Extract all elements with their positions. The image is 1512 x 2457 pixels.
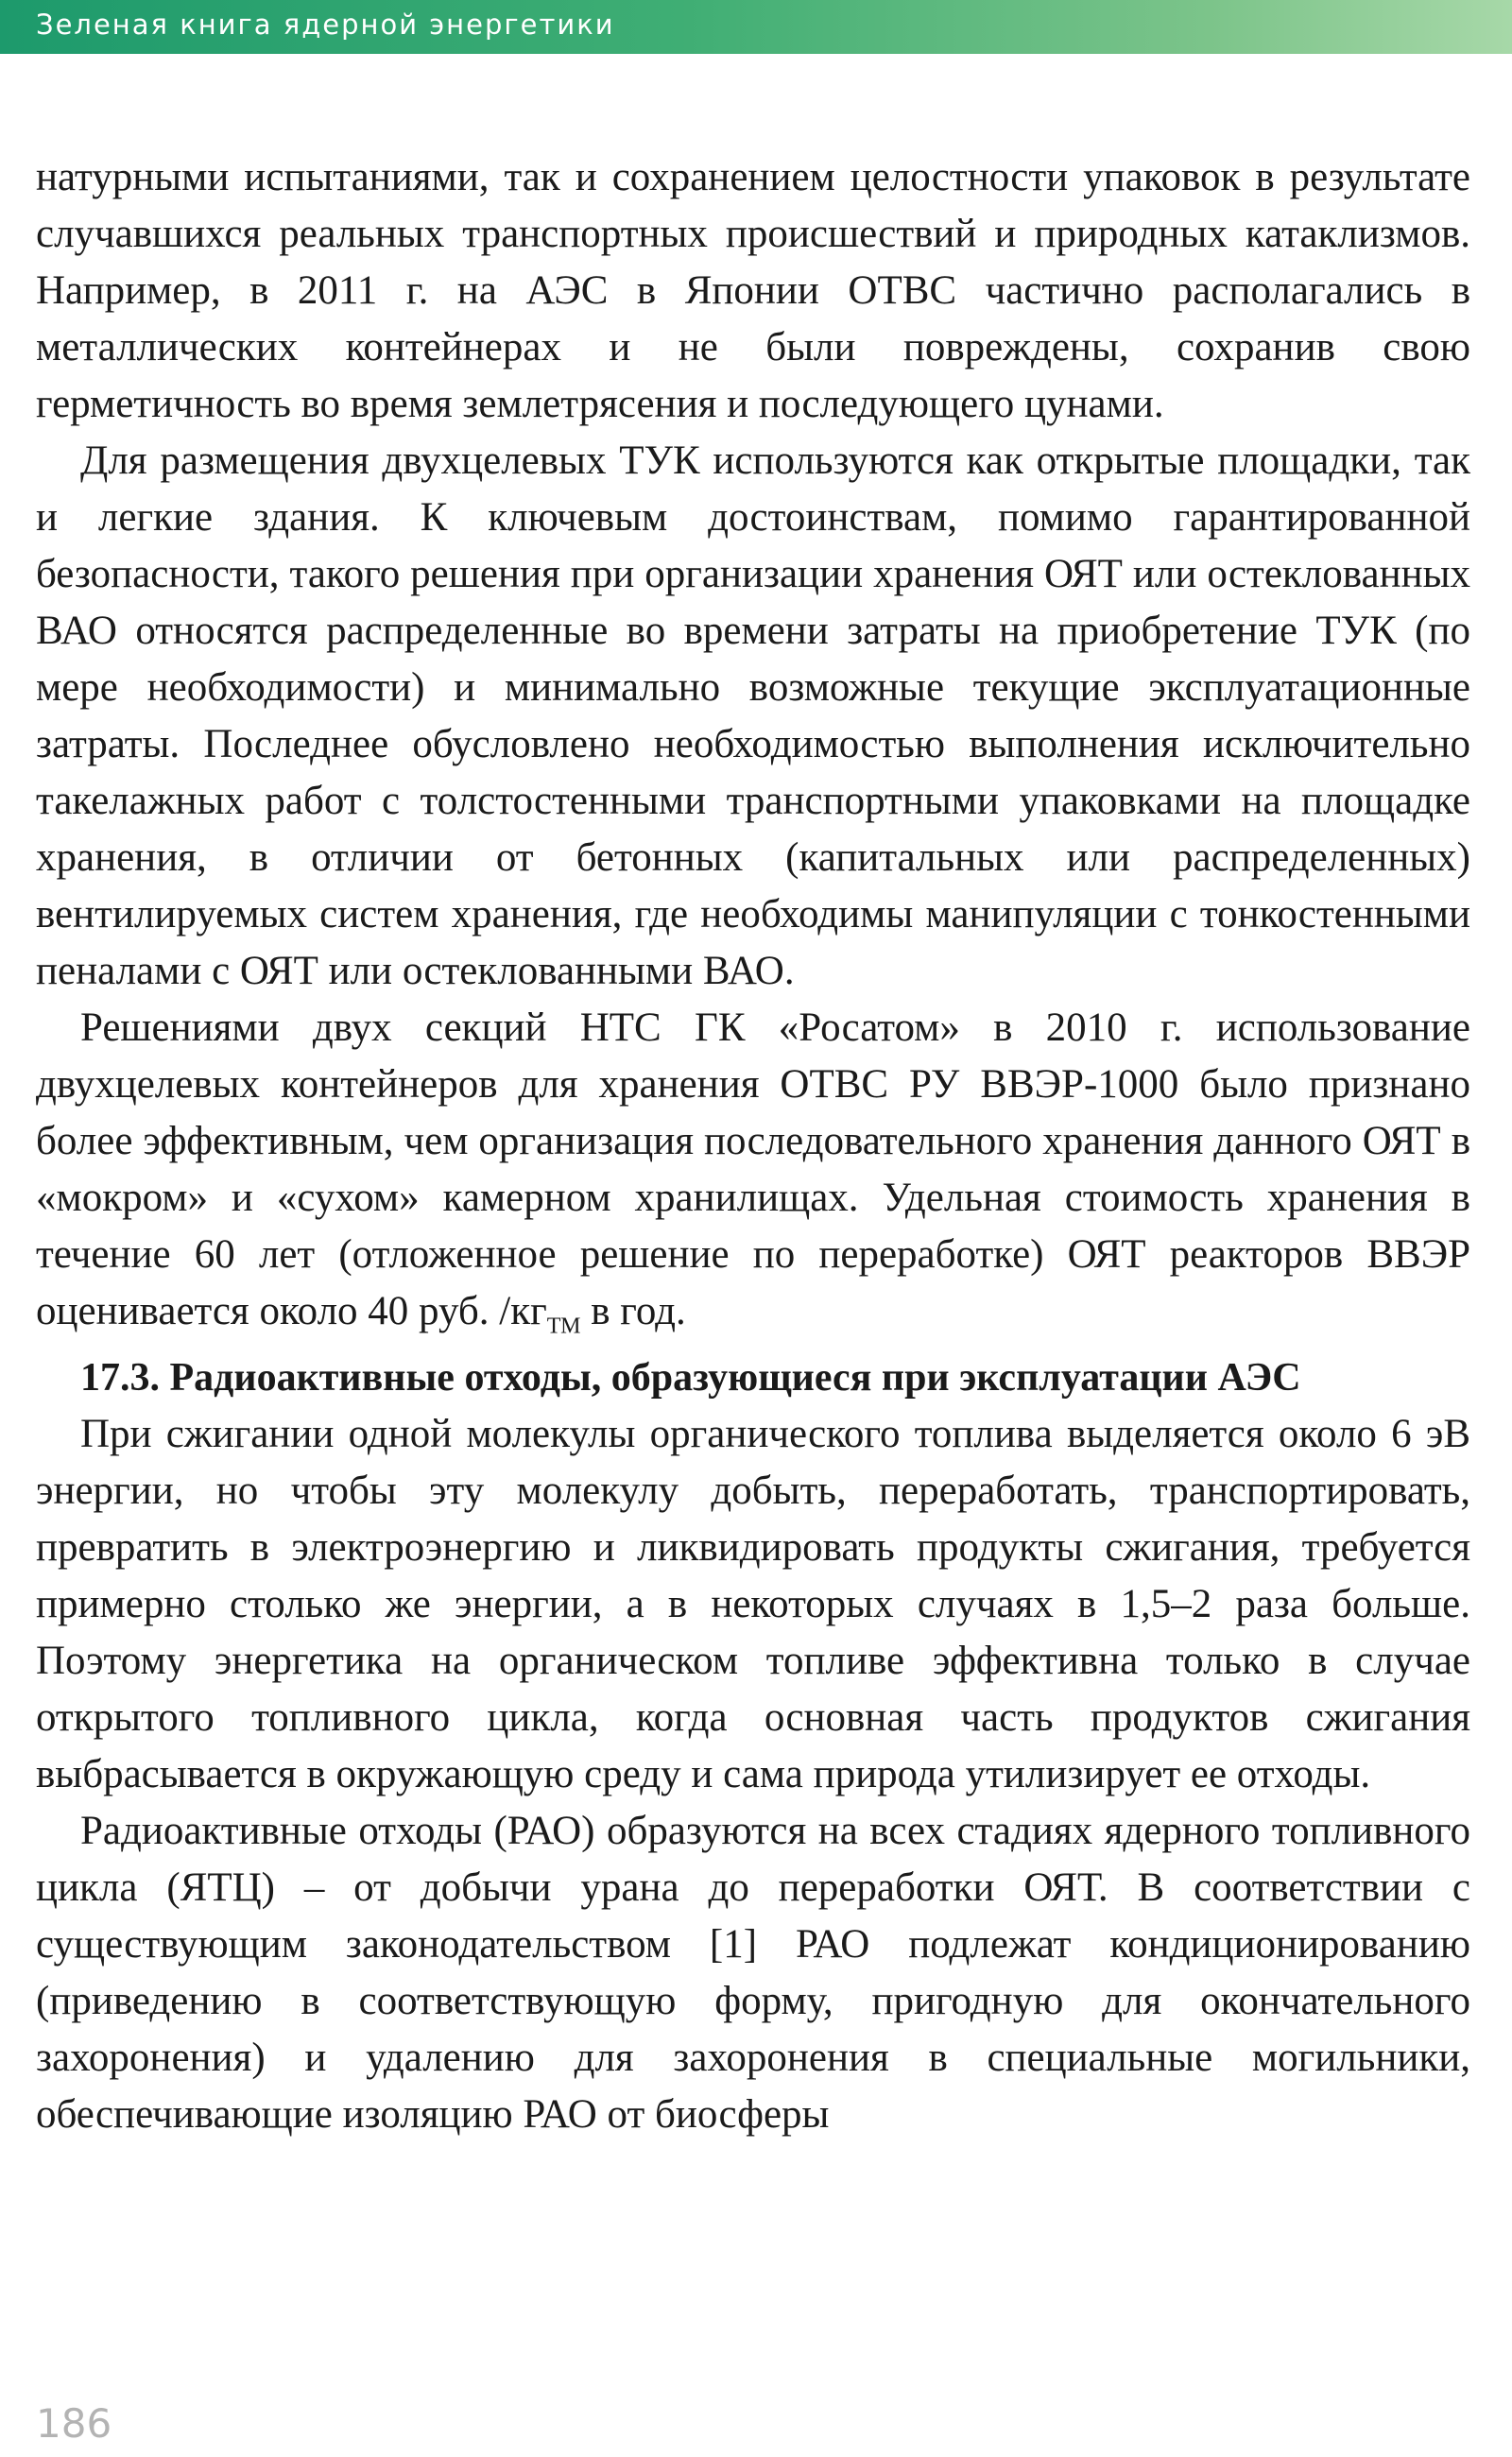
header-bar [0,0,1512,54]
paragraph-4: При сжигании одной молекулы органического топлива выделяется около 6 эВ энергии, но чтобы эту молекулу добыть, переработать, транспортировать, превратить в электроэнергию и ликвидировать продукты сжигания, требуется примерно столько же энергии, а в некоторых случаях в 1,5–2 раза больше. Поэтому энергетика на органическом топливе эффективна только в случае открытого топливного цикла, когда основная часть продуктов сжигания выбрасывается в окружающую среду и сама природа утилизирует ее отходы. [36,1412,1470,1796]
page-number: 186 [36,2400,112,2447]
book-title: Зеленая книга ядерной энергетики [36,9,615,41]
unit-subscript: ТМ [546,1314,581,1339]
paragraph-2: Для размещения двухцелевых ТУК используются как открытые площадки, так и легкие здания. К ключевым достоинствам, помимо гарантированной безопасности, такого решения при организации хранения ОЯТ или остеклованных ВАО относятся распределенные во времени затраты на приобретение ТУК (по мере необходимости) и минимально возможные текущие эксплуатационные затраты. Последнее обусловлено необходимостью выполнения исключительно такелажных работ с толстостенными транспортными упаковками на площадке хранения, в отличии от бетонных (капитальных или распределенных) вентилируемых систем хранения, где необходимы манипуляции с тонкостенными пеналами с ОЯТ или остеклованными ВАО. [36,438,1470,993]
paragraph-3-tail: в год. [580,1289,686,1333]
paragraph-1: натурными испытаниями, так и сохранением целостности упаковок в результате случавшихся реальных транспортных происшествий и природных катаклизмов. Например, в 2011 г. на АЭС в Японии ОТВС частично располагались в металлических контейнерах и не были повреждены, сохранив свою герметичность во время землетрясения и последующего цунами. [36,155,1470,426]
paragraph-3 [36,1000,1470,1340]
section-heading: 17.3. Радиоактивные отходы, образующиеся при эксплуатации АЭС [80,1356,1301,1400]
page-content [36,149,1470,2143]
paragraph-5: Радиоактивные отходы (РАО) образуются на всех стадиях ядерного топливного цикла (ЯТЦ) – от добычи урана до переработки ОЯТ. В соответствии с существующим законодательством [1] РАО подлежат кондиционированию (приведению в соответствующую форму, пригодную для окончательного захоронения) и удалению для захоронения в специальные могильники, обеспечивающие изоляцию РАО от биосферы [36,1809,1470,2137]
paragraph-3-text: Решениями двух секций НТС ГК «Росатом» в 2010 г. использование двухцелевых контейнеров для хранения ОТВС РУ ВВЭР-1000 было признано более эффективным, чем организация последовательного хранения данного ОЯТ в «мокром» и «сухом» камерном хранилищах. Удельная стоимость хранения в течение 60 лет (отложенное решение по переработке) ОЯТ реакторов ВВЭР оценивается около 40 руб. /кг [36,1005,1470,1333]
